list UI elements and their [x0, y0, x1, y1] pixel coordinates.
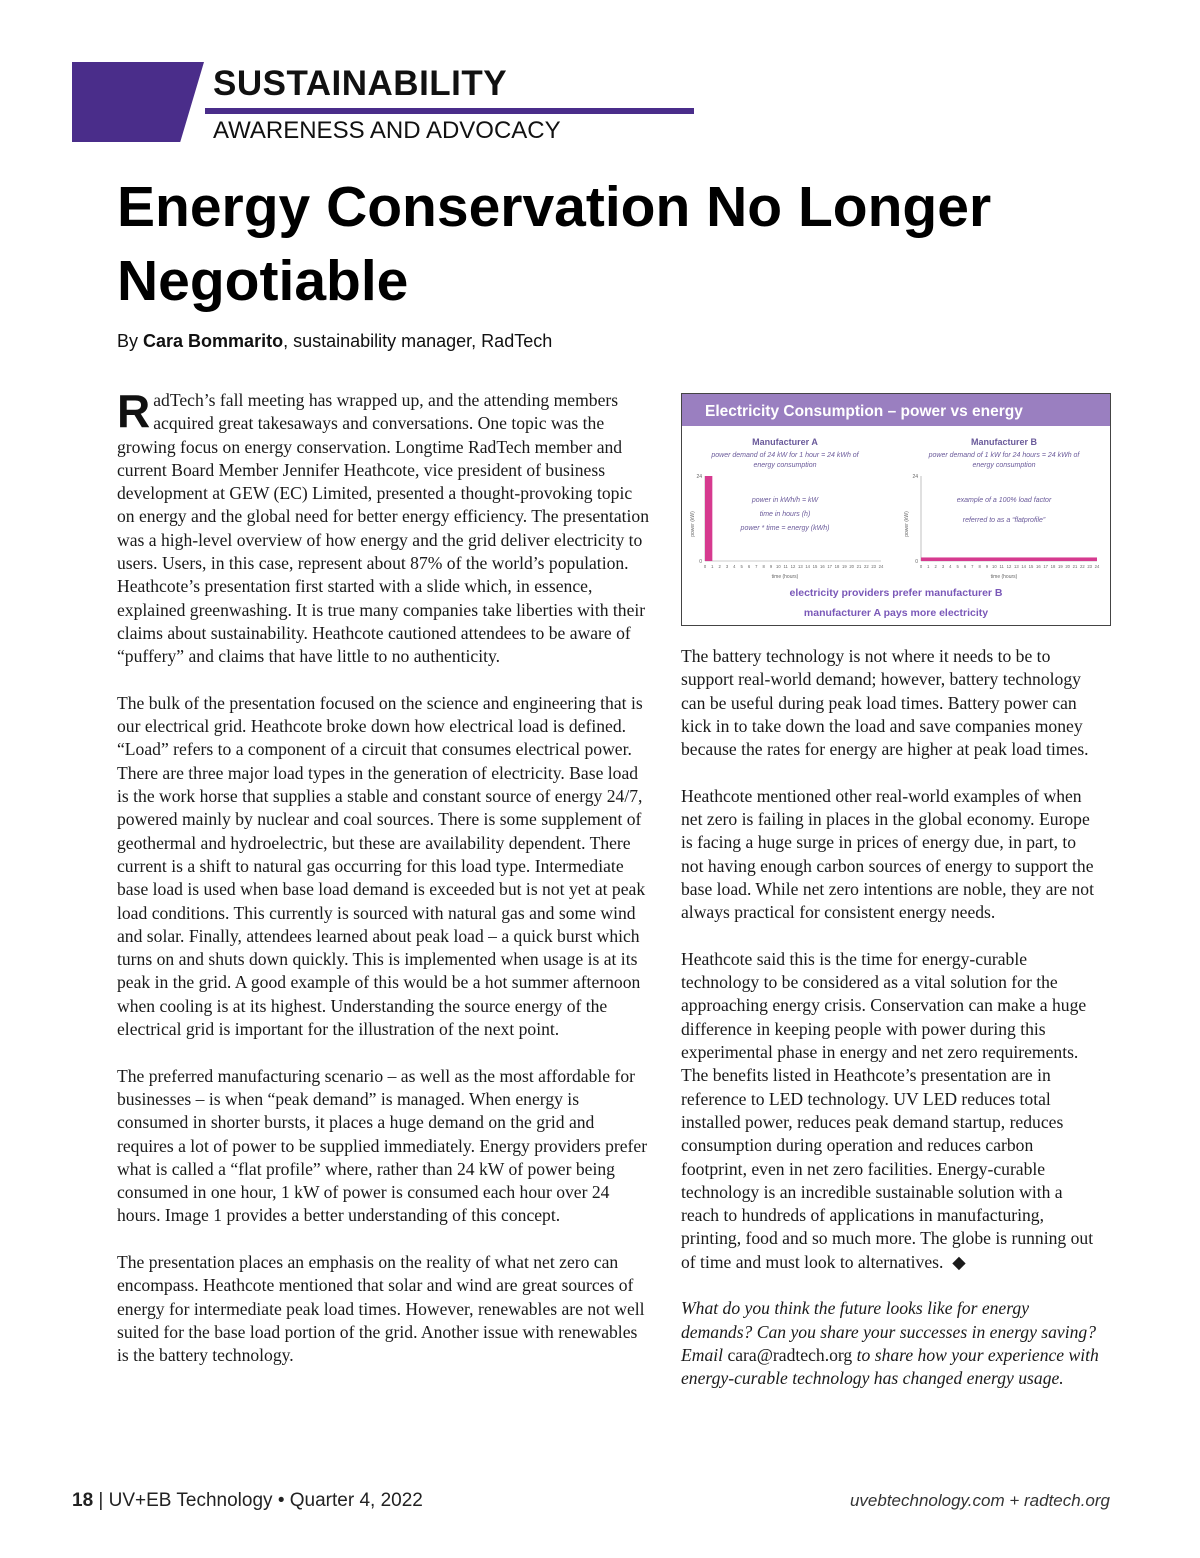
closing-text-1: What do you think the future looks like for energy demands? Can you share your successes in energy saving? Email — [681, 1298, 1097, 1365]
closing-note — [681, 1297, 1101, 1390]
issue-date: Quarter 4, 2022 — [289, 1490, 423, 1511]
paragraph: Heathcote mentioned other real-world examples of when net zero is failing in places in the global economy. Europe is facing a huge surge in prices of energy due, in part, to not having enough carbon sources of energy to support the base load. While net zero intentions are noble, they are not always practical for consistent energy needs. — [681, 785, 1094, 923]
panel-a-y-label: power (kW) — [690, 511, 696, 537]
panel-b-note-2: referred to as a “flatprofile” — [962, 517, 1046, 524]
paragraph: The bulk of the presentation focused on the science and engineering that is our electrical grid. Heathcote broke down how electrical load is defined. “Load” refers to a component of a circuit that consumes electrical power. There are three major load types in the generation of electricity. Base load is the work horse that supplies a stable and constant source of energy 24/7, powered mainly by nuclear and coal sources. There is some supplement of geothermal and hydroelectric, but these are availability dependent. There current is a shift to natural gas occurring for this load type. Intermediate base load is used when base load demand is exceeded but is not yet at peak load conditions. This currently is sourced with natural gas and some wind and solar. Finally, attendees learned about peak load – a quick burst which turns on and shuts down quickly. This is implemented when usage is at its peak in the grid. A good example of this would be a hot summer afternoon when cooling is at its highest. Understanding the source energy of the electrical grid is important for the illustration of the next point. — [117, 692, 646, 1040]
figure-caption-2: manufacturer A pays more electricity — [803, 607, 989, 619]
figure-chart — [682, 394, 1110, 625]
figure-caption-1: electricity providers prefer manufacturer B — [789, 587, 1003, 599]
panel-b-x-tick: 16 — [1035, 564, 1041, 569]
panel-a-x-label: time (hours) — [771, 574, 799, 580]
figure-electricity-consumption — [681, 393, 1111, 626]
panel-b-desc-1: power demand of 1 kW for 24 hours = 24 kWh of — [928, 452, 1080, 459]
left-column — [117, 385, 653, 1391]
panel-a-x-tick: 20 — [849, 564, 855, 569]
paragraph-text: Heathcote said this is the time for energy-curable technology to be considered as a vital solution for the approaching energy crisis. Conservation can make a huge difference in keeping people with power during this experimental phase in energy and net zero requirements. The benefits listed in Heathcote’s presentation are in reference to LED technology. UV LED reduces total installed power, reduces peak demand startup, reduces consumption during operation and reduces carbon footprint, even in net zero facilities. Energy-curable technology is an incredible sustainable solution with a reach to hundreds of applications in manufacturing, printing, food and so much more. The globe is running out of time and must look to alternatives. — [681, 948, 1094, 1272]
section-title: SUSTAINABILITY — [213, 64, 508, 103]
footer-page-info — [72, 1490, 423, 1512]
panel-b-x-tick: 1 — [927, 564, 930, 569]
panel-b-y-min: 0 — [915, 559, 918, 565]
panel-b-x-tick: 22 — [1079, 564, 1085, 569]
panel-a-x-tick: 8 — [762, 564, 765, 569]
panel-b-title: Manufacturer B — [970, 437, 1038, 447]
author-role: , sustainability manager, RadTech — [283, 331, 553, 351]
panel-b-x-tick: 8 — [978, 564, 981, 569]
paragraph — [681, 948, 1101, 1274]
panel-b-x-tick: 6 — [963, 564, 967, 569]
panel-a-x-tick: 11 — [783, 564, 788, 569]
panel-b-x-tick: 0 — [919, 564, 923, 569]
paragraph: The battery technology is not where it needs to be to support real-world demand; however, battery technology can be useful during peak load times. Battery power can kick in to take down the load and save companies money because the rates for energy are higher at peak load times. — [681, 646, 1089, 760]
panel-b-x-tick: 12 — [1006, 564, 1012, 569]
panel-a-desc-1: power demand of 24 kW for 1 hour = 24 kWh of — [711, 452, 859, 459]
panel-b-bar — [921, 557, 1097, 561]
email-link[interactable]: cara@radtech.org — [727, 1344, 853, 1365]
panel-b-x-tick: 7 — [971, 564, 974, 569]
panel-a-title: Manufacturer A — [752, 437, 818, 447]
panel-b-x-tick: 5 — [956, 564, 959, 569]
panel-b-x-tick: 19 — [1057, 564, 1063, 569]
section-rule — [205, 108, 694, 114]
panel-a-x-tick: 24 — [878, 564, 884, 569]
panel-b-x-tick: 17 — [1043, 564, 1049, 569]
panel-b-desc-2: energy consumption — [972, 462, 1036, 469]
panel-a-y-max: 24 — [696, 474, 702, 480]
paragraph-text: adTech’s fall meeting has wrapped up, and the attending members acquired great takesaways and conversations. One topic was the growing focus on energy conservation. Longtime RadTech member and current Board Member Jennifer Heathcote, vice president of business development at GEW (EC) Limited, presented a thought-provoking topic on energy and the global need for better energy efficiency. The presentation was a high-level overview of how energy and the grid deliver electricity to users. Users, in this case, represent about 87% of the world’s population. Heathcote’s presentation first started with a slide which, in essence, explained greenwashing. It is true many companies take liberties with their claims about sustainability. Heathcote cautioned attendees to be aware of “puffery” and claims that have little to no authenticity. — [117, 390, 650, 667]
right-column — [681, 645, 1101, 1414]
footer-sites: uvebtechnology.com + radtech.org — [849, 1491, 1110, 1510]
panel-a-x-tick: 15 — [812, 564, 818, 569]
panel-a-x-tick: 6 — [747, 564, 751, 569]
panel-b-x-tick: 21 — [1072, 564, 1078, 569]
panel-b-y-max: 24 — [912, 474, 918, 480]
page-number: 18 — [72, 1490, 94, 1511]
figure-title: Electricity Consumption – power vs energy — [705, 403, 1023, 420]
panel-b-x-tick: 10 — [991, 564, 997, 569]
panel-a-x-tick: 1 — [711, 564, 714, 569]
panel-b-x-tick: 20 — [1065, 564, 1071, 569]
section-subtitle: AWARENESS AND ADVOCACY — [213, 117, 561, 144]
panel-b-note-1: example of a 100% load factor — [956, 497, 1052, 504]
panel-b-x-tick: 14 — [1021, 564, 1027, 569]
panel-b-x-tick: 18 — [1050, 564, 1056, 569]
panel-a-x-tick: 10 — [775, 564, 781, 569]
footer-separator: | — [98, 1490, 104, 1511]
panel-b-x-tick: 15 — [1028, 564, 1034, 569]
paragraph: The presentation places an emphasis on the reality of what net zero can encompass. Heathcote mentioned that solar and wind are great sources of energy for intermediate peak load times. However, renewables are not well suited for the base load portion of the grid. Another issue with renewables is the battery technology. — [117, 1251, 645, 1366]
paragraph — [117, 385, 653, 669]
closing-text-2: to share how your experience with energy-curable technology has changed energy usage. — [681, 1344, 1099, 1389]
panel-a-x-tick: 5 — [740, 564, 743, 569]
panel-b-x-tick: 9 — [985, 564, 989, 569]
panel-a-x-tick: 17 — [827, 564, 833, 569]
panel-b-x-tick: 24 — [1094, 564, 1100, 569]
panel-b-x-tick: 2 — [934, 564, 937, 569]
panel-a-x-tick: 21 — [856, 564, 862, 569]
panel-b-x-tick: 4 — [949, 564, 952, 569]
panel-b-x-tick: 13 — [1013, 564, 1019, 569]
panel-a-x-tick: 0 — [703, 564, 707, 569]
article-title: Energy Conservation No Longer Negotiable — [117, 175, 992, 313]
byline — [117, 331, 552, 352]
panel-a-x-tick: 4 — [733, 564, 736, 569]
panel-a-x-tick: 16 — [819, 564, 825, 569]
panel-b-y-label: power (kW) — [904, 511, 910, 537]
panel-a-x-tick: 9 — [769, 564, 773, 569]
panel-a-x-tick: 14 — [805, 564, 811, 569]
panel-a-note-3: power * time = energy (kWh) — [740, 525, 830, 532]
author-name: Cara Bommarito — [143, 331, 284, 351]
panel-a-bar — [705, 476, 712, 561]
panel-a-x-tick: 22 — [863, 564, 869, 569]
publication-name: UV+EB Technology — [108, 1490, 273, 1511]
panel-a-x-tick: 19 — [841, 564, 847, 569]
section-banner-block — [72, 62, 204, 142]
panel-a-note-2: time in hours (h) — [759, 511, 811, 518]
drop-cap: R — [117, 385, 151, 437]
panel-a-x-tick: 3 — [725, 564, 729, 569]
end-mark-icon: ◆ — [952, 1251, 966, 1272]
panel-a-desc-2: energy consumption — [753, 462, 817, 469]
panel-b-x-tick: 23 — [1087, 564, 1093, 569]
footer-bullet: • — [277, 1490, 285, 1511]
panel-a-y-min: 0 — [699, 559, 702, 565]
panel-a-x-tick: 2 — [718, 564, 721, 569]
panel-a-x-tick: 7 — [755, 564, 758, 569]
panel-b-x-tick: 11 — [999, 564, 1004, 569]
panel-a-note-1: power in kWh/h = kW — [751, 497, 819, 504]
panel-b-x-tick: 3 — [941, 564, 945, 569]
panel-b-x-label: time (hours) — [990, 574, 1018, 580]
panel-a-x-tick: 23 — [871, 564, 877, 569]
panel-a-x-tick: 18 — [834, 564, 840, 569]
panel-a-x-tick: 12 — [790, 564, 796, 569]
byline-prefix: By — [117, 331, 139, 351]
paragraph: The preferred manufacturing scenario – as well as the most affordable for businesses – is when “peak demand” is managed. When energy is consumed in shorter bursts, it places a huge demand on the grid and requires a lot of power to be supplied immediately. Energy providers prefer what is called a “flat profile” where, rather than 24 kW of power being consumed in one hour, 1 kW of power is consumed each hour over 24 hours. Image 1 provides a better understanding of this concept. — [117, 1065, 648, 1226]
panel-a-x-tick: 13 — [797, 564, 803, 569]
